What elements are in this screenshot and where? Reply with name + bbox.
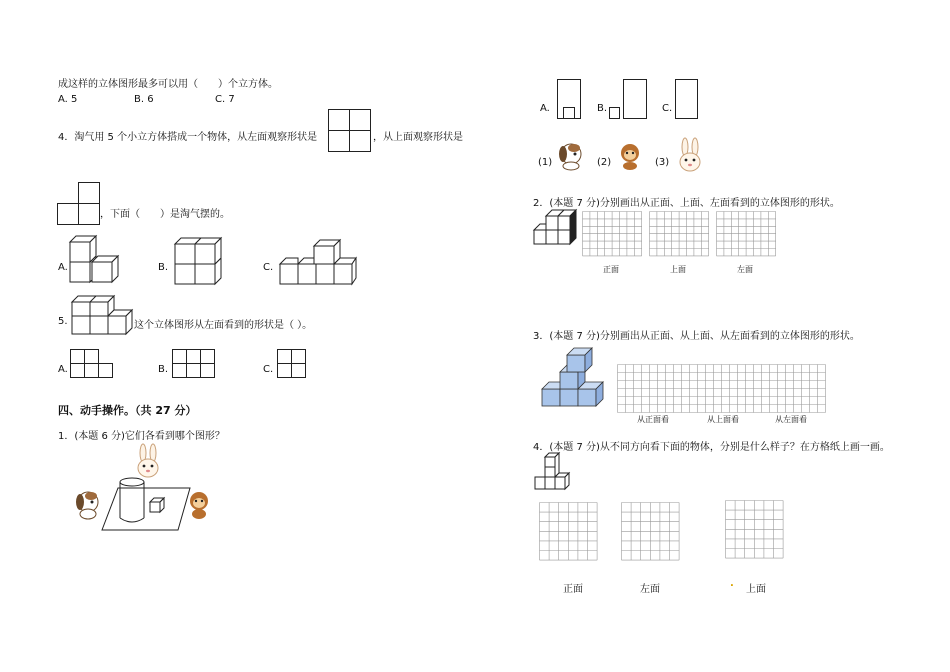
op3-text: 3．(本题 7 分)分别画出从正面、从上面、从左面看到的立体图形的形状。 — [533, 331, 860, 342]
op3-label-left: 从左面看 — [775, 415, 807, 424]
op4-label-left: 左面 — [640, 584, 660, 595]
op2-label-left: 左面 — [737, 265, 753, 274]
dog-icon — [557, 141, 585, 171]
q4-top-view-figure — [57, 182, 101, 226]
op3-grid — [617, 364, 829, 412]
q5-option-b-label: B. — [158, 364, 169, 375]
op2-solid-figure — [533, 218, 578, 248]
q5-number: 5. — [58, 316, 68, 327]
op2-label-top: 上面 — [670, 265, 686, 274]
monkey-icon — [617, 143, 643, 171]
op1-text: 1．(本题 6 分)它们各看到哪个图形？ — [58, 431, 225, 442]
op2-grid-top — [649, 211, 711, 261]
op4-solid-figure — [534, 455, 570, 491]
op2-text: 2．(本题 7 分)分别画出从正面、上面、左面看到的立体图形的形状。 — [533, 198, 840, 209]
op3-blue-cubes — [540, 357, 608, 409]
op1-option-b-figure — [609, 79, 649, 121]
q4-option-b-label: B. — [158, 262, 169, 273]
q4-option-a-cubes — [68, 240, 123, 285]
dog-icon — [74, 488, 102, 520]
q3-tail-text: 成这样的立体图形最多可以用（ ）个立方体。 — [58, 79, 278, 90]
op1-option-c-figure — [675, 79, 703, 121]
q4-option-c-label: C. — [263, 262, 274, 273]
q3-option-a: A. 5 — [58, 94, 78, 105]
op4-grid-left — [621, 502, 681, 564]
q5-option-c-label: C. — [263, 364, 274, 375]
q3-option-b: B. 6 — [134, 94, 154, 105]
q3-option-c: C. 7 — [215, 94, 235, 105]
op1-option-b-label: B. — [597, 103, 608, 114]
rabbit-icon — [134, 444, 162, 482]
q5-solid-figure — [70, 296, 132, 338]
section4-title: 四、动手操作。（共 27 分） — [58, 404, 197, 417]
op1-viewer-1: (1) — [538, 157, 553, 168]
op4-label-top: 上面 — [746, 584, 766, 595]
q4-text-c: ，下面（ ）是淘气摆的。 — [100, 209, 230, 220]
q5-option-b-figure — [172, 349, 216, 379]
q4-left-view-figure — [328, 109, 372, 153]
q4-text-b: ，从上面观察形状是 — [373, 132, 463, 143]
op2-grid-front — [582, 211, 644, 261]
q4-text-a: 4．淘气用 5 个小立方体搭成一个物体，从左面观察形状是 — [58, 132, 318, 143]
op4-label-front: 正面 — [563, 584, 583, 595]
q4-option-c-cubes — [278, 242, 358, 287]
op1-viewer-3: (3) — [655, 157, 670, 168]
q5-option-c-figure — [277, 349, 307, 379]
q5-option-a-label: A. — [58, 364, 68, 375]
q5-option-a-figure — [70, 349, 114, 379]
op1-option-c-label: C. — [662, 103, 673, 114]
op3-label-top: 从上面看 — [707, 415, 739, 424]
monkey-icon — [186, 490, 212, 520]
op3-label-front: 从正面看 — [637, 415, 669, 424]
op1-viewer-2: (2) — [597, 157, 612, 168]
op4-grid-top — [725, 500, 785, 562]
op2-label-front: 正面 — [603, 265, 619, 274]
op4-mark-dot: . — [730, 578, 734, 589]
q4-option-b-cubes — [173, 240, 228, 288]
op2-grid-left — [716, 211, 778, 261]
q5-text: 这个立体图形从左面看到的形状是（ ）。 — [134, 320, 313, 331]
op1-option-a-label: A. — [540, 103, 550, 114]
rabbit-icon — [676, 138, 704, 174]
op1-option-a-figure — [557, 79, 587, 121]
op4-grid-front — [539, 502, 599, 564]
op4-text: 4．(本题 7 分)从不同方向看下面的物体，分别是什么样子？在方格纸上画一画。 — [533, 442, 890, 453]
q4-option-a-label: A. — [58, 262, 68, 273]
